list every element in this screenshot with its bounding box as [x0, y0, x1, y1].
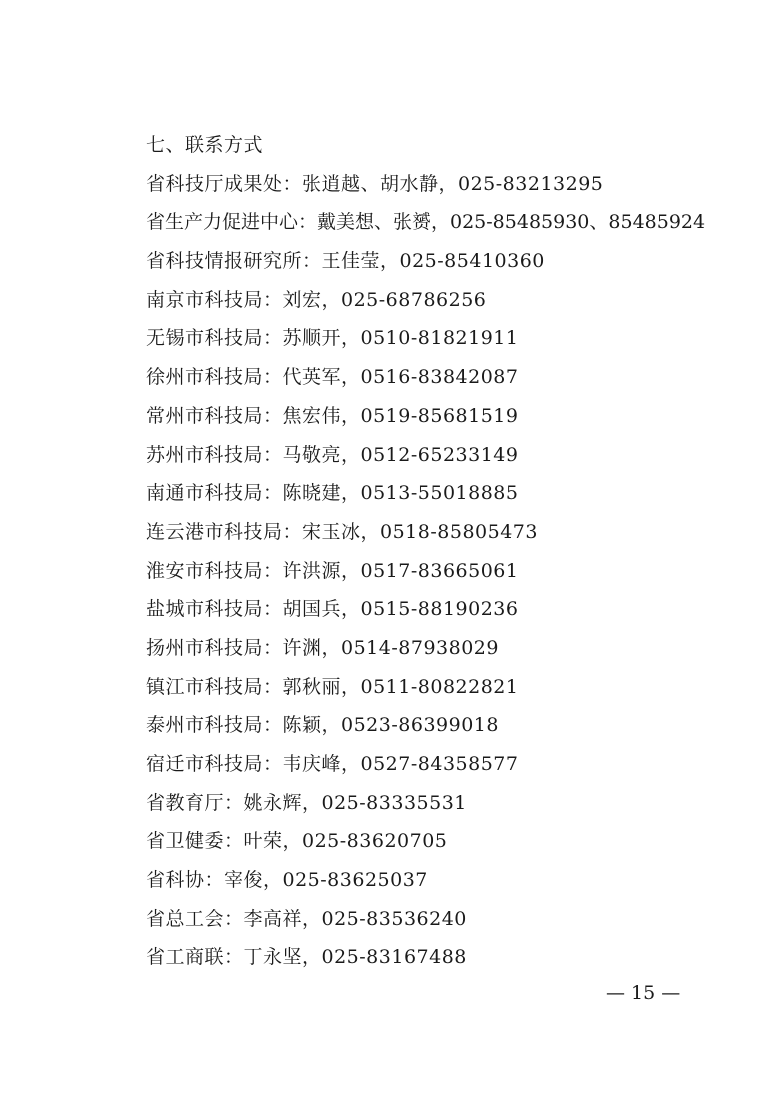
contact-line: 扬州市科技局：许渊，0514-87938029 [146, 636, 499, 659]
contact-line: 泰州市科技局：陈颖，0523-86399018 [146, 714, 499, 737]
contact-line: 镇江市科技局：郭秋丽，0511-80822821 [146, 675, 519, 698]
contact-line: 省教育厅：姚永辉，025-83335531 [146, 791, 467, 814]
contact-line: 南通市科技局：陈晓建，0513-55018885 [146, 482, 519, 505]
contact-line: 省科技厅成果处：张逍越、胡水静，025-83213295 [146, 172, 604, 195]
contact-line: 南京市科技局：刘宏，025-68786256 [146, 288, 487, 311]
contact-line: 省总工会：李高祥，025-83536240 [146, 907, 467, 930]
contact-line: 盐城市科技局：胡国兵，0515-88190236 [146, 598, 519, 621]
contact-section [146, 126, 706, 977]
contact-line: 宿迁市科技局：韦庆峰，0527-84358577 [146, 753, 519, 775]
contact-line: 淮安市科技局：许洪源，0517-83665061 [146, 559, 519, 582]
contact-line: 徐州市科技局：代英军，0516-83842087 [146, 366, 519, 389]
section-heading: 七、联系方式 [146, 134, 264, 156]
page-number: — 15 — [606, 982, 681, 1004]
contact-line: 苏州市科技局：马敬亮，0512-65233149 [146, 443, 519, 466]
contact-line: 省科技情报研究所：王佳莹，025-85410360 [146, 250, 545, 273]
contact-line: 连云港市科技局：宋玉冰，0518-85805473 [146, 520, 538, 543]
contact-line: 省工商联：丁永坚，025-83167488 [146, 946, 467, 969]
contact-line: 省卫健委：叶荣，025-83620705 [146, 830, 448, 853]
contact-line: 省生产力促进中心：戴美想、张赟，025-85485930、85485924 [146, 211, 706, 234]
contact-line: 无锡市科技局：苏顺开，0510-81821911 [146, 327, 519, 350]
contact-line: 省科协：宰俊，025-83625037 [146, 869, 428, 892]
contact-line: 常州市科技局：焦宏伟，0519-85681519 [146, 404, 519, 427]
